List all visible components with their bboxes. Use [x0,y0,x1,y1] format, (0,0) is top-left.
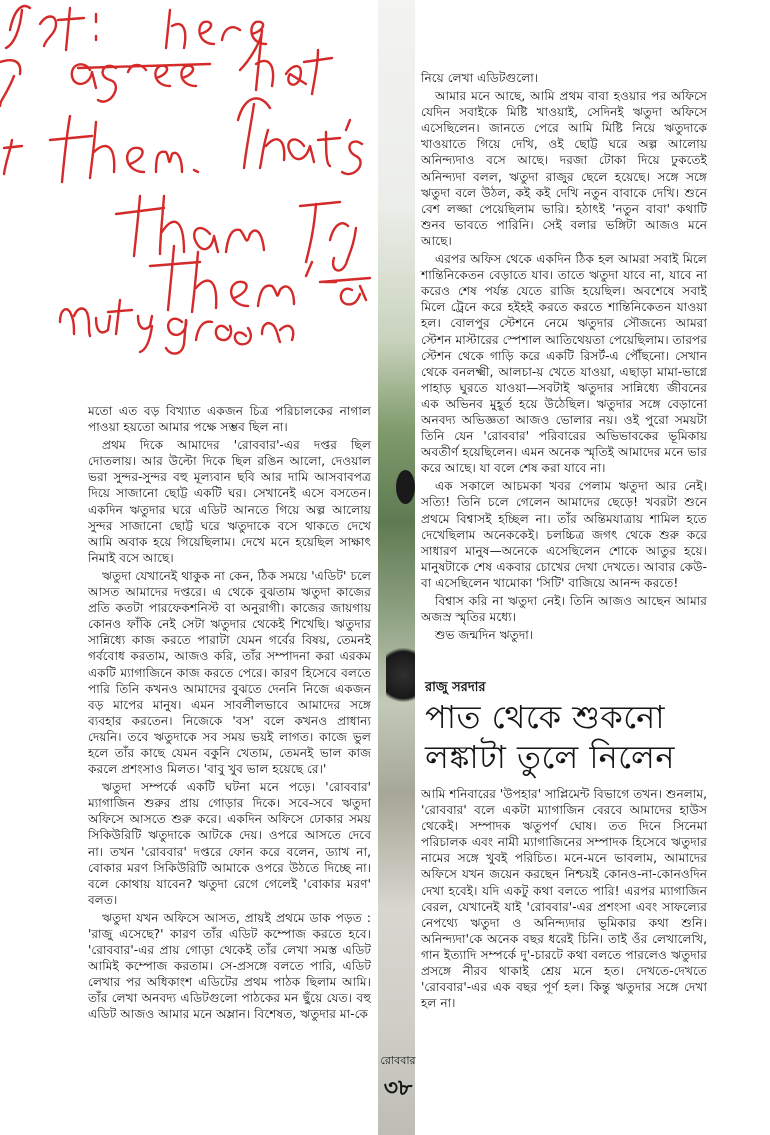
paragraph: বিশ্বাস করি না ঋতুদা নেই। তিনি আজও আছেন আমার অজস্র স্মৃতির মধ্যে। [421,594,707,625]
folio-magazine-name: রোববার [380,1054,416,1067]
headline-line-2: লঙ্কাটা তুলে নিলেন [425,738,675,776]
page-number: ৩৮ [383,1076,413,1101]
right-column-top [421,70,707,645]
paragraph: ঋতুদা যখন অফিসে আসত, প্রায়ই প্রথমে ডাক পড়ত : 'রাজু এসেছে?' কারণ তাঁর এডিট কম্পোজ করতে হবে। 'রোববার'-এর প্রায় গোড়া থেকেই তাঁর লেখা সমস্ত এডিট আমিই কম্পোজ করতাম। সে-প্রসঙ্গে বলতে পারি, এডিট লেখার পর অধিকাংশ এডিটের প্রথম পাঠক ছিলাম আমি। তাঁর লেখা অনবদ্য এডিটগুলো পাঠকের মন ছুঁয়ে যেত। বহু এডিট আজও আমার মনে অম্লান। বিশেষত, ঋতুদার মা-কে [88,910,371,1022]
photo-strip [378,0,415,1135]
paragraph: নিয়ে লেখা এডিটগুলো। [421,71,539,85]
paragraph: আমার মনে আছে, আমি প্রথম বাবা হওয়ার পর অফিসে যেদিন সবাইকে মিষ্টি খাওয়াই, সেদিনই ঋতুদা অফিসে এসেছিলেন। জানতে পেরে আমি মিষ্টি নিয়ে ঋতুদাকে খাওয়াতে গিয়ে দেখি, ওই ছোট্ট ঘরে অল্প আলোয় অনিন্দ্যদাও বসে আছে। দরজা টোকা দিয়ে ঢুকতেই অনিন্দ্যদা বলল, ঋতুদা রাজুর ছেলে হয়েছে। সঙ্গে সঙ্গে ঋতুদা বলে উঠল, কই কই দেখি নতুন বাবাকে দেখি। শুনে বেশ লজ্জা পেয়েছিলাম ভারি। হঠাৎই 'নতুন বাবা' কথাটি শুনব ভাবতে পারিনি। সেই বলার ভঙ্গিটা আজও মনে আছে। [421,89,707,248]
page-folio [370,1052,426,1108]
paragraph: আমি শনিবারের 'উপহার' সাপ্লিমেন্ট বিভাগে তখন। শুনলাম, 'রোববার' বলে একটা ম্যাগাজিন বেরবে আমাদের হাউস থেকেই। সম্পাদক ঋতুপর্ণ ঘোষ। তত দিনে সিনেমা পরিচালক এবং নামী ম্যাগাজিনের সম্পাদক হিসেবে ঋতুদার নামের সঙ্গে খুবই পরিচিত। মনে-মনে ভাবলাম, আমাদের অফিসে যখন জয়েন করছেন নিশ্চয়ই কোনও-না-কোনওদিন দেখা হবেই। যদি একটু কথা বলতে পারি! এরপর ম্যাগাজিন বেরল, যেখানেই যাই 'রোববার'-এর প্রশংসা এবং সাফল্যের নেপথ্যে ঋতুদা ও অনিন্দ্যদার ভূমিকার কথা শুনি। অনিন্দ্যদা'কে অনেক বছর ধরেই চিনি। তাই ওঁর লেখালেখি, গান ইত্যাদি সম্পর্কে দু'-চারটে কথা বলতে পারলেও ঋতুদার প্রসঙ্গে নীরব থাকাই শ্রেয় মনে হত। দেখতে-দেখতে 'রোববার'-এর এক বছর পূর্ণ হল। কিন্তু ঋতুদার সঙ্গে দেখা হল না। [421,787,707,1011]
paragraph: ঋতুদা সম্পর্কে একটি ঘটনা মনে পড়ে। 'রোববার' ম্যাগাজিন শুরুর প্রায় গোড়ার দিকে। সবে-সবে ঋতুদা অফিসে আসতে শুরু করে। একদিন অফিসে ঢোকার সময় সিকিউরিটি ঋতুদাকে আটকে দেয়। ওপরে আসতে দেবে না। তখন 'রোববার' দপ্তরে ফোন করে বলেন, ড্যাখ না, বোকার মরণ সিকিউরিটি আমাকে ওপরে উঠতে দিচ্ছে না। বলে কোথায় যাবেন? ঋতুদা রেগে গেলেই 'বোকার মরণ' বলত। [88,780,371,907]
paragraph: প্রথম দিকে আমাদের 'রোববার'-এর দপ্তর ছিল দোতলায়। আর উল্টো দিকে ছিল রঙিন আলো, দেওয়াল ভরা সুন্দর-সুন্দর বহু মূল্যবান ছবি আর দামি আসবাবপত্র দিয়ে সাজানো ছোট্ট একটি ঘর। সেখানেই এসে বসতেন। একদিন ঋতুদার ঘরে এডিট আনতে গিয়ে অল্প আলোয় সুন্দর সাজানো ছোট্ট ঘরে ঋতুদাকে বসে থাকতে দেখে আমি অবাক হয়ে গিয়েছিলাম। দেখে মনে হয়েছিল সাক্ষাৎ নিমাই বসে আছে। [88,438,371,565]
signoff: শুভ জন্মদিন ঋতুদা। [435,628,534,643]
right-column-bottom [421,786,707,1013]
paragraph: মতো এত বড় বিখ্যাত একজন চিত্র পরিচালকের নাগাল পাওয়া হয়তো আমার পক্ষে সম্ভব ছিল না। [88,404,371,435]
left-column [88,403,371,1025]
paragraph: ঋতুদা যেখানেই থাকুক না কেন, ঠিক সময়ে 'এডিট' চলে আসত আমাদের দপ্তরে। এ থেকে বুঝতাম ঋতুদা কাজের প্রতি কতটা পারফেকশনিস্ট বা অনুরাগী। কাজের জায়গায় কোনও ফাঁকি নেই সেটা ঋতুদার থেকেই শিখেছি। ঋতুদার সান্নিধ্যে কাজ করতে পারাটা যেমন গর্বের বিষয়, তেমনই গর্ববোধ করতাম, আজও করি, তাঁর সম্পাদনা করা এরকম একটি ম্যাগাজিনে কাজ করতে পেরে। কারণ হিসেবে বলতে পারি তিনি কখনও আমাদের বুঝতে দেননি নিজে একজন বড় মাপের মানুষ। এমন সাবলীলভাবে আমাদের সঙ্গে ব্যবহার করতেন। নিজেকে 'বস' বলে কখনও প্রাধান্য দেয়নি। তবে ঋতুদাকে সব সময় ভয়ই লাগত। কাজে ভুল হলে তাঁর কাছে যেমন বকুনি খেতাম, তেমনই ভাল কাজ করলে প্রশংসাও মিলত। 'বাবু খুব ভাল হয়েছে রে।' [88,568,371,777]
handwritten-annotation [0,0,372,380]
paragraph: এরপর অফিস থেকে একদিন ঠিক হল আমরা সবাই মিলে শান্তিনিকেতন বেড়াতে যাব। তাতে ঋতুদা যাবে না, যাবে না করেও শেষ পর্যন্ত যেতে রাজি হয়েছিল। অবশেষে সবাই মিলে ট্রেনে করে হইহই করতে করতে শান্তিনিকেতন যাওয়া হল। বোলপুর স্টেশনে নেমে ঋতুদার সৌজন্যে আমরা স্টেশন মাস্টারের স্পেশাল আতিথেয়তা পেয়েছিলাম। তারপর স্টেশন থেকে গাড়ি করে একটি রিসর্ট-এ পৌঁছনো। সেখান থেকে বনলক্ষ্মী, আলচা-য় খেতে যাওয়া, এছাড়া মামা-ভাগ্নে পাহাড় ঘুরতে যাওয়া—সবটাই ঋতুদার সান্নিধ্যে জীবনের এক অভিনব মুহূর্ত হয়ে উঠেছিল। ঋতুদার সঙ্গে বেড়ানো অনবদ্য অভিজ্ঞতা আজও ভোলার নয়। ওই পুরো সময়টা তিনি যেন 'রোববার' পরিবারের অভিভাবকের ভূমিকায় অবতীর্ণ হয়েছিলেন। এমন অনেক স্মৃতিই আমাদের মনে ভার করে আছে। যা বলে শেষ করা যাবে না। [421,252,707,476]
paragraph: এক সকালে আচমকা খবর পেলাম ঋতুদা আর নেই। সত্যি! তিনি চলে গেলেন আমাদের ছেড়ে! খবরটা শুনে প্রথমে বিশ্বাসই হচ্ছিল না। তাঁর অন্তিমযাত্রায় শামিল হতে দেখেছিলাম অনেককেই। চলচ্চিত্র জগৎ থেকে শুরু করে সাধারণ মানুষ—অনেকে এসেছিলেন শোকে আতুর হয়ে। মানুষটাকে শেষ একবার চোখের দেখা দেখতে। আবার কেউ-বা এসেছিলেন খামোকা 'সিটি' বাজিয়ে আনন্দ করতে! [421,479,707,590]
headline-line-1: পাত থেকে শুকনো [425,698,665,736]
byline: রাজু সরদার [425,680,486,695]
